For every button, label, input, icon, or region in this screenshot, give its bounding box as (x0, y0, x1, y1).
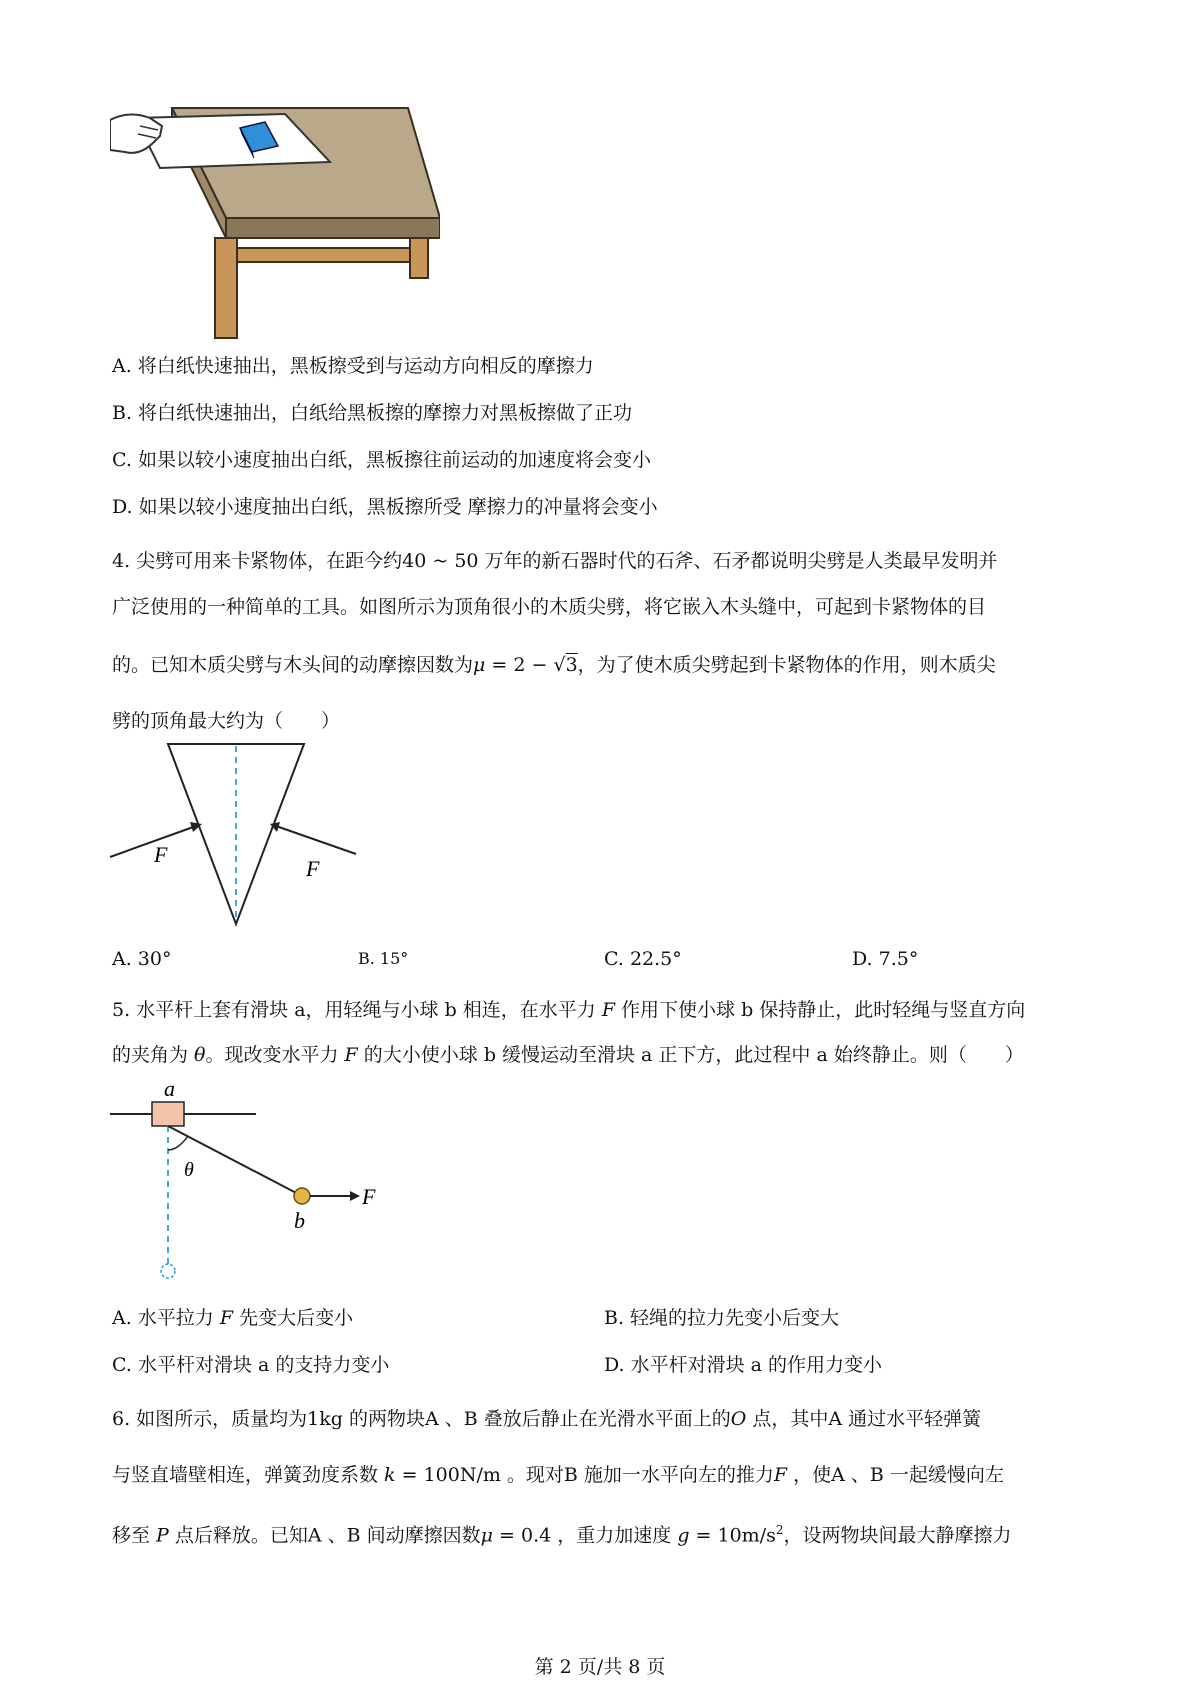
q5-option-d: D. 水平杆对滑块 a 的作用力变小 (604, 1354, 883, 1376)
q4-text-line2: 广泛使用的一种简单的工具。如图所示为顶角很小的木质尖劈，将它嵌入木头缝中，可起到卡紧物体的目 (112, 596, 987, 618)
mu-symbol: μ (473, 654, 486, 676)
q5-text-line2: 的夹角为 θ。现改变水平力 F 的大小使小球 b 缓慢运动至滑块 a 正下方，此过程中 a 始终静止。则（ ） (112, 1044, 1024, 1066)
table-eraser-figure (110, 100, 440, 340)
angle-label-theta: θ (184, 1159, 194, 1181)
q4-text-line3: 的。已知木质尖劈与木头间的动摩擦因数为μ = 2 − √3，为了使木质尖劈起到卡紧物体的作用，则木质尖 (112, 654, 996, 676)
wedge-force-label-right: F (306, 856, 320, 881)
wedge-figure (108, 742, 358, 932)
q5-text-line1: 5. 水平杆上套有滑块 a，用轻绳与小球 b 相连，在水平力 F 作用下使小球 b 保持静止，此时轻绳与竖直方向 (112, 999, 1026, 1021)
q4-text-line1: 4. 尖劈可用来卡紧物体，在距今约40 ~ 50 万年的新石器时代的石斧、石矛都说明尖劈是人类最早发明并 (112, 550, 998, 572)
q6-text-line2: 与竖直墙壁相连，弹簧劲度系数 k = 100N/m 。现对B 施加一水平向左的推力F ，使A 、B 一起缓慢向左 (112, 1464, 1004, 1486)
force-label-f: F (362, 1184, 376, 1209)
q4-option-a: A. 30° (112, 948, 172, 970)
slider-label-a: a (164, 1078, 175, 1101)
q4-option-c: C. 22.5° (604, 948, 682, 970)
slider-ball-figure (108, 1078, 388, 1288)
q5-option-a: A. 水平拉力 F 先变大后变小 (112, 1307, 354, 1329)
q3-option-d: D. 如果以较小速度抽出白纸，黑板擦所受 摩擦力的冲量将会变小 (112, 496, 658, 518)
page-footer: 第 2 页/共 8 页 (534, 1656, 666, 1678)
q6-text-line3: 移至 P 点后释放。已知A 、B 间动摩擦因数μ = 0.4 ，重力加速度 $g = 10m/s^2$，设两物块间最大静摩擦力 (112, 1523, 1012, 1547)
sqrt-sign: √ (553, 654, 566, 676)
q4-option-d: D. 7.5° (852, 948, 919, 970)
q4-option-b: B. 15° (358, 949, 409, 968)
ball-label-b: b (294, 1208, 305, 1233)
q3-option-b: B. 将白纸快速抽出，白纸给黑板擦的摩擦力对黑板擦做了正功 (112, 402, 633, 424)
wedge-force-label-left: F (154, 842, 168, 867)
q6-text-line1: 6. 如图所示，质量均为1kg 的两物块A 、B 叠放后静止在光滑水平面上的O 点，其中A 通过水平轻弹簧 (112, 1408, 982, 1430)
q5-option-c: C. 水平杆对滑块 a 的支持力变小 (112, 1354, 390, 1376)
q4-text-line4: 劈的顶角最大约为（ ） (112, 710, 341, 732)
q3-option-c: C. 如果以较小速度抽出白纸，黑板擦往前运动的加速度将会变小 (112, 449, 651, 471)
q5-option-b: B. 轻绳的拉力先变小后变大 (604, 1307, 840, 1329)
q3-option-a: A. 将白纸快速抽出，黑板擦受到与运动方向相反的摩擦力 (112, 355, 594, 377)
